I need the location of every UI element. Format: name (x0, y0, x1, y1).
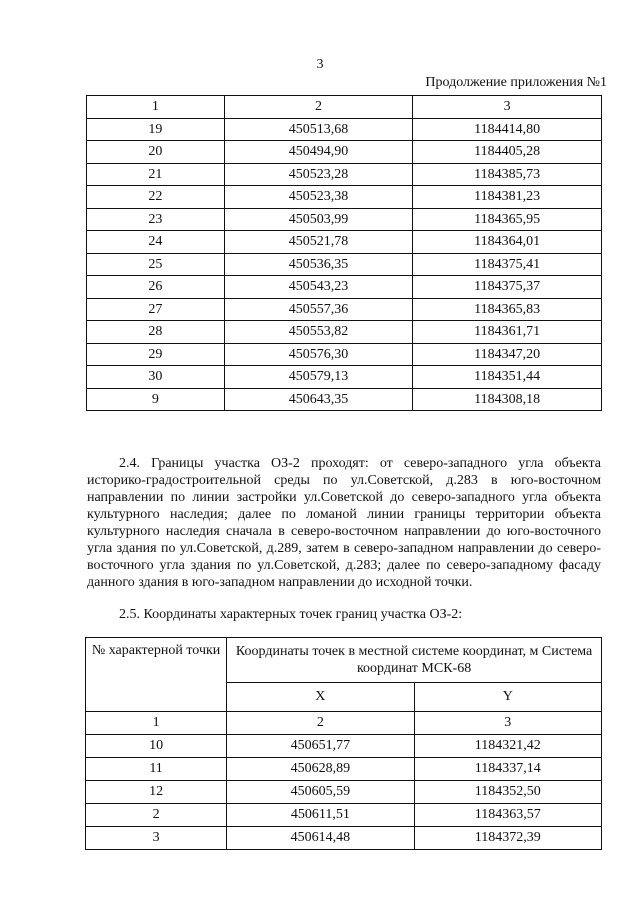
y-value: 1184375,41 (413, 253, 602, 276)
table-row (87, 208, 602, 231)
y-value: 1184414,80 (413, 118, 602, 141)
point-number: 12 (86, 781, 227, 804)
table-row (87, 186, 602, 209)
point-number: 26 (87, 276, 225, 299)
point-number: 28 (87, 321, 225, 344)
table-row (87, 343, 602, 366)
point-number: 27 (87, 298, 225, 321)
table-row (87, 231, 602, 254)
header-cell: 3 (413, 96, 602, 119)
index-cell: 1 (86, 712, 227, 735)
point-number: 2 (86, 804, 227, 827)
point-number: 9 (87, 388, 225, 411)
y-value: 1184363,57 (414, 804, 601, 827)
point-number: 19 (87, 118, 225, 141)
table-row (87, 321, 602, 344)
index-cell: 3 (414, 712, 601, 735)
y-value: 1184365,95 (413, 208, 602, 231)
table-row (87, 298, 602, 321)
table-row (87, 118, 602, 141)
x-value: 450579,13 (224, 366, 413, 389)
header-cell: 2 (224, 96, 413, 119)
y-value: 1184308,18 (413, 388, 602, 411)
x-header: X (227, 683, 414, 712)
y-value: 1184385,73 (413, 163, 602, 186)
y-value: 1184347,20 (413, 343, 602, 366)
x-value: 450605,59 (227, 781, 414, 804)
paragraph-2-4: 2.4. Границы участка ОЗ-2 проходят: от северо-западного угла объекта историко-градостроительной среды по ул.Советской, д.283 в юго-восточном направлении по линии застройки ул.Советской до северо-западного угла объекта культурного наследия; далее по ломаной линии границы территории объекта культурного наследия сначала в северо-восточном направлении до юго-восточного угла здания по ул.Советской, д.289, затем в северо-западном направлении до северо-восточного угла здания по ул.Советской, д.283; далее по северо-западному фасаду данного здания в юго-западном направлении до исходной точки. (87, 456, 601, 590)
point-number: 25 (87, 253, 225, 276)
x-value: 450614,48 (227, 827, 414, 850)
table-row (87, 253, 602, 276)
y-value: 1184361,71 (413, 321, 602, 344)
table-row (86, 781, 602, 804)
coordinates-table-2 (85, 637, 602, 850)
paragraph-2-5: 2.5. Координаты характерных точек границ участка ОЗ-2: (119, 607, 463, 622)
y-value: 1184337,14 (414, 758, 601, 781)
y-value: 1184405,28 (413, 141, 602, 164)
y-value: 1184321,42 (414, 735, 601, 758)
x-value: 450543,23 (224, 276, 413, 299)
table-row (86, 735, 602, 758)
x-value: 450513,68 (224, 118, 413, 141)
point-number: 10 (86, 735, 227, 758)
table-row (87, 163, 602, 186)
y-value: 1184364,01 (413, 231, 602, 254)
y-value: 1184365,83 (413, 298, 602, 321)
x-value: 450651,77 (227, 735, 414, 758)
table-row (87, 366, 602, 389)
y-value: 1184352,50 (414, 781, 601, 804)
table-row (87, 276, 602, 299)
point-number: 29 (87, 343, 225, 366)
point-number: 22 (87, 186, 225, 209)
point-number: 20 (87, 141, 225, 164)
table-row (86, 827, 602, 850)
y-value: 1184375,37 (413, 276, 602, 299)
x-value: 450576,30 (224, 343, 413, 366)
y-header: Y (414, 683, 601, 712)
page-number: 3 (316, 57, 324, 72)
point-number: 3 (86, 827, 227, 850)
point-number: 21 (87, 163, 225, 186)
table-row (87, 141, 602, 164)
table-row (86, 758, 602, 781)
y-value: 1184351,44 (413, 366, 602, 389)
table-row (87, 388, 602, 411)
x-value: 450536,35 (224, 253, 413, 276)
x-value: 450521,78 (224, 231, 413, 254)
header-cell: 1 (87, 96, 225, 119)
coordinate-system-header: Координаты точек в местной системе координат, м Система координат МСК-68 (227, 638, 602, 683)
x-value: 450503,99 (224, 208, 413, 231)
x-value: 450611,51 (227, 804, 414, 827)
x-value: 450557,36 (224, 298, 413, 321)
x-value: 450523,28 (224, 163, 413, 186)
point-number: 30 (87, 366, 225, 389)
point-number: 11 (86, 758, 227, 781)
x-value: 450628,89 (227, 758, 414, 781)
coordinates-table-1 (86, 95, 602, 411)
table-header-row (87, 96, 602, 119)
point-number: 24 (87, 231, 225, 254)
table-row (86, 804, 602, 827)
index-cell: 2 (227, 712, 414, 735)
x-value: 450643,35 (224, 388, 413, 411)
y-value: 1184372,39 (414, 827, 601, 850)
x-value: 450553,82 (224, 321, 413, 344)
point-number: 23 (87, 208, 225, 231)
x-value: 450523,38 (224, 186, 413, 209)
table-index-row (86, 712, 602, 735)
table-header-row (86, 638, 602, 683)
point-number-header: № характерной точки (86, 638, 227, 712)
y-value: 1184381,23 (413, 186, 602, 209)
continuation-label: Продолжение приложения №1 (425, 75, 607, 90)
x-value: 450494,90 (224, 141, 413, 164)
